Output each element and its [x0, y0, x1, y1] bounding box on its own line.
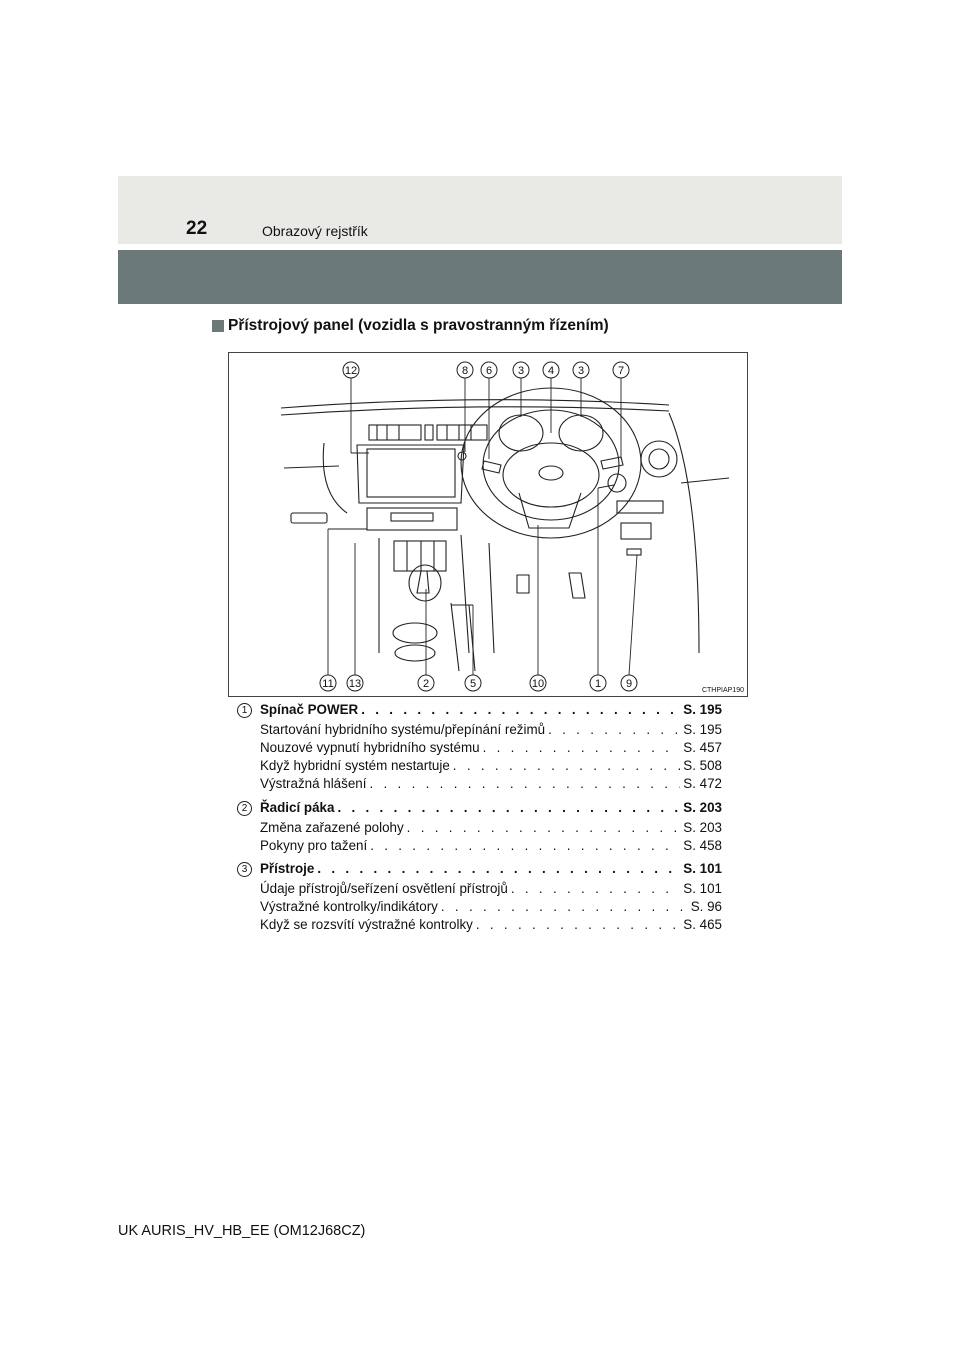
callout-7: 7: [617, 365, 625, 377]
callout-8: 8: [461, 365, 469, 377]
entry-item[interactable]: Nouzové vypnutí hybridního systému . . . S. 457: [260, 740, 722, 758]
entry-item[interactable]: Pokyny pro tažení . . . S. 458: [260, 838, 722, 856]
callout-4: 4: [547, 365, 555, 377]
chapter-title: Obrazový rejstřík: [262, 223, 368, 239]
callout-10: 10: [531, 678, 545, 690]
entry-title-row[interactable]: [260, 702, 722, 720]
callout-12: 12: [344, 365, 358, 377]
callout-labels: [229, 353, 749, 698]
callout-3a: 3: [517, 365, 525, 377]
entry-title: Řadicí páka: [260, 800, 335, 815]
entry-title-row[interactable]: [260, 800, 722, 818]
callout-11: 11: [322, 678, 334, 690]
entry-item[interactable]: Když se rozsvítí výstražné kontrolky . . . S. 465: [260, 917, 722, 935]
entry-item[interactable]: Výstražná hlášení . . . S. 472: [260, 776, 722, 794]
entry-page: S. 203: [683, 800, 722, 815]
callout-9: 9: [625, 678, 633, 690]
page-number: 22: [186, 218, 208, 239]
entry-item[interactable]: Startování hybridního systému/přepínání režimů . . . S. 195: [260, 722, 722, 740]
entry-title: Přístroje: [260, 861, 315, 876]
title-band: [118, 250, 842, 304]
callout-1: 1: [594, 678, 602, 690]
figure-code: CTHPIAP190: [701, 687, 744, 694]
callout-13: 13: [348, 678, 362, 690]
entry-item[interactable]: Když hybridní systém nestartuje . . . S. 508: [260, 758, 722, 776]
header-band: [118, 176, 842, 244]
entry-number: 1: [237, 703, 252, 718]
footer-model: UK AURIS_HV_HB_EE (OM12J68CZ): [118, 1223, 366, 1239]
entry-page: S. 101: [683, 861, 722, 876]
entry-number: 3: [237, 862, 252, 877]
dashboard-figure: [228, 352, 748, 697]
section-title: Přístrojový panel (vozidla s pravostranným řízením): [228, 317, 609, 334]
entry-title: Spínač POWER: [260, 702, 359, 717]
callout-3b: 3: [577, 365, 585, 377]
entry-item[interactable]: Změna zařazené polohy . . . S. 203: [260, 820, 722, 838]
entry-item[interactable]: Výstražné kontrolky/indikátory . . . S. 96: [260, 899, 722, 917]
section-bullet-icon: [212, 320, 224, 332]
callout-5: 5: [469, 678, 477, 690]
callout-6: 6: [485, 365, 493, 377]
callout-2: 2: [422, 678, 430, 690]
entry-page: S. 195: [683, 702, 722, 717]
entry-title-row[interactable]: [260, 861, 722, 879]
entry-item[interactable]: Údaje přístrojů/seřízení osvětlení přístrojů . . . S. 101: [260, 881, 722, 899]
entry-number: 2: [237, 801, 252, 816]
